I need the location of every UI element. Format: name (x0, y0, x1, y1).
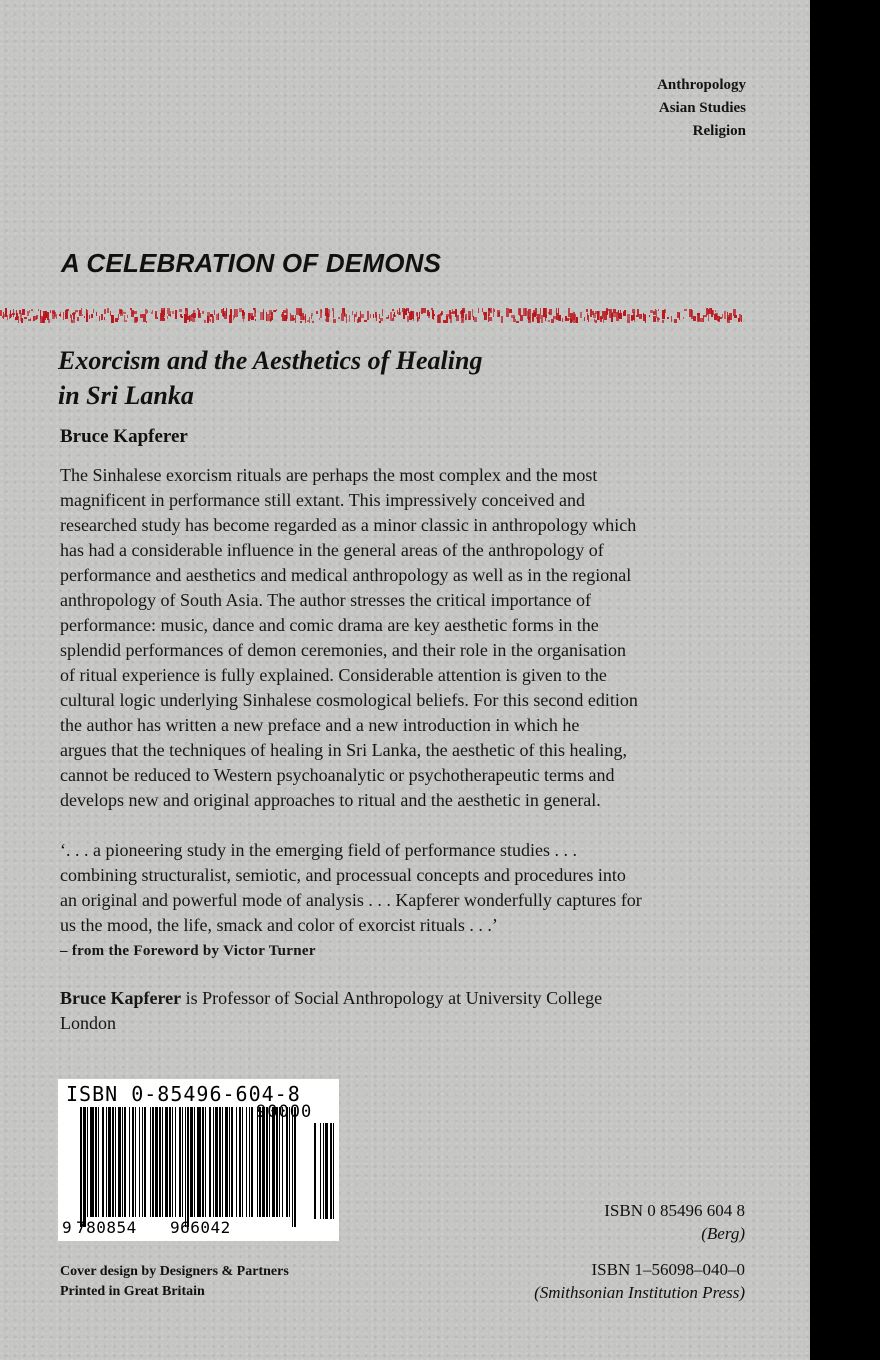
subject-asian-studies: Asian Studies (658, 100, 746, 116)
quote-line: an original and powerful mode of analysis . . . Kapferer wonderfully captures for (60, 890, 642, 910)
subtitle-line-2: in Sri Lanka (58, 381, 194, 410)
book-title: A CELEBRATION OF DEMONS (61, 248, 442, 278)
isbn-smithsonian-publisher: (Smithsonian Institution Press) (534, 1283, 745, 1302)
barcode-isbn-header: ISBN 0-85496-604-8 (66, 1082, 301, 1106)
isbn-smithsonian-number: ISBN 1–56098–040–0 (591, 1260, 745, 1279)
bio-line-2: London (60, 1013, 116, 1033)
quote-attribution: – from the Foreword by Victor Turner (60, 943, 316, 959)
isbn-barcode (58, 1079, 339, 1241)
isbn-berg-publisher: (Berg) (701, 1224, 745, 1243)
isbn-smithsonian (534, 1258, 745, 1304)
subject-categories (657, 74, 746, 143)
author-bio (60, 986, 750, 1036)
subject-anthropology: Anthropology (657, 77, 746, 93)
book-subtitle (58, 343, 482, 413)
description-line: argues that the techniques of healing in Sri Lanka, the aesthetic of this healing, (60, 740, 627, 760)
subject-religion: Religion (692, 123, 746, 139)
book-description (60, 463, 750, 813)
quote-line: ‘. . . a pioneering study in the emerging field of performance studies . . . (60, 840, 578, 860)
description-line: of ritual experience is fully explained. Considerable attention is given to the (60, 665, 607, 685)
description-line: The Sinhalese exorcism rituals are perhaps the most complex and the most (60, 465, 598, 485)
description-line: performance and aesthetics and medical anthropology as well as in the regional (60, 565, 632, 585)
author-name: Bruce Kapferer (60, 426, 188, 447)
description-line: the author has written a new preface and a new introduction in which he (60, 715, 580, 735)
description-line: develops new and original approaches to ritual and the aesthetic in general. (60, 790, 601, 810)
description-line: cannot be reduced to Western psychoanalytic or psychotherapeutic terms and (60, 765, 615, 785)
description-line: magnificent in performance still extant. This impressively conceived and (60, 490, 586, 510)
quote-line: us the mood, the life, smack and color of exorcist rituals . . .’ (60, 915, 498, 935)
bio-author-name: Bruce Kapferer (60, 988, 182, 1008)
barcode-ean-left-digits: 780854 (76, 1218, 137, 1237)
red-ornamental-border (0, 305, 742, 327)
foreword-quote (60, 838, 750, 964)
right-black-edge (810, 0, 880, 1360)
description-line: splendid performances of demon ceremonies, and their role in the organisation (60, 640, 626, 660)
description-line: researched study has become regarded as a minor classic in anthropology which (60, 515, 637, 535)
bio-text: is Professor of Social Anthropology at University College (181, 988, 603, 1008)
bio-line-1 (60, 986, 750, 1011)
barcode-ean-right-digits: 966042 (170, 1218, 231, 1237)
description-line: anthropology of South Asia. The author stresses the critical importance of (60, 590, 592, 610)
barcode-supplement-digits: 90000 (256, 1102, 313, 1122)
description-line: has had a considerable influence in the general areas of the anthropology of (60, 540, 604, 560)
isbn-berg-number: ISBN 0 85496 604 8 (604, 1201, 745, 1220)
quote-line: combining structuralist, semiotic, and processual concepts and procedures into (60, 865, 626, 885)
description-line: performance: music, dance and comic drama are key aesthetic forms in the (60, 615, 599, 635)
cover-credits (60, 1262, 289, 1302)
isbn-berg (604, 1199, 745, 1245)
barcode-ean-first-digit: 9 (62, 1218, 72, 1237)
cover-design-credit: Cover design by Designers & Partners (60, 1264, 289, 1279)
description-line: cultural logic underlying Sinhalese cosmological beliefs. For this second edition (60, 690, 638, 710)
subtitle-line-1: Exorcism and the Aesthetics of Healing (58, 346, 483, 375)
printed-in-credit: Printed in Great Britain (60, 1284, 205, 1299)
